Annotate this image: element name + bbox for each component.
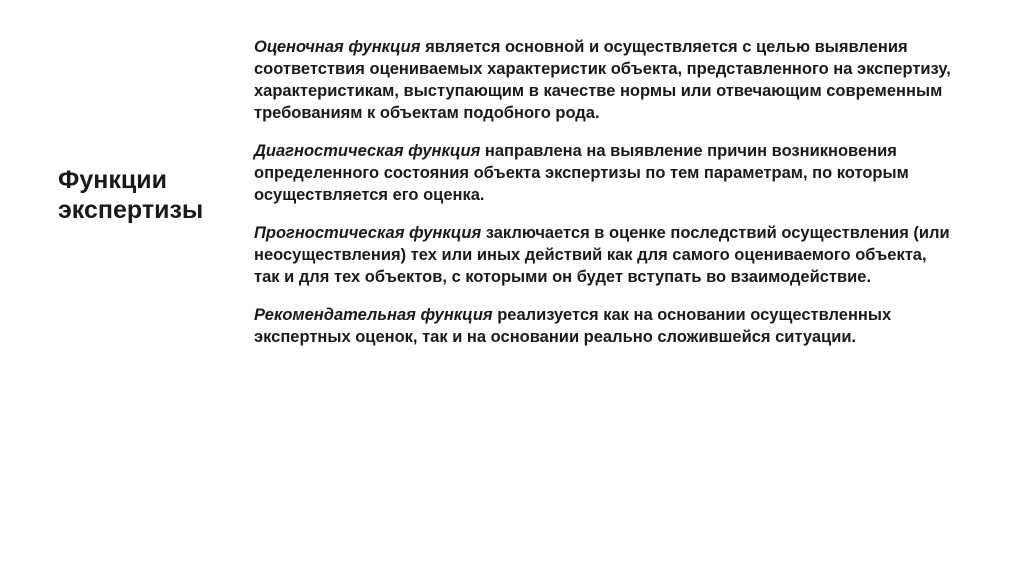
paragraph-diagnostic-function: [254, 140, 954, 206]
text-diagnostic: направлена на выявление причин возникновения определенного состояния объекта экспертизы по тем параметрам, по которым осуществляется его оценка.: [254, 142, 909, 204]
functions-list: [254, 36, 954, 364]
term-evaluative: Оценочная функция: [254, 38, 421, 56]
slide-title-line-1: Функции: [58, 166, 167, 194]
term-prognostic: Прогностическая функция: [254, 224, 482, 242]
text-prognostic: заключается в оценке последствий осуществления (или неосуществления) тех или иных действий как для самого оцениваемого объекта, так и для тех объектов, с которыми он будет вступать во взаимодействие.: [254, 224, 950, 286]
slide-title-line-2: экспертизы: [58, 196, 204, 224]
term-diagnostic: Диагностическая функция: [254, 142, 481, 160]
paragraph-recommendation-function: [254, 304, 954, 348]
text-evaluative: является основной и осуществляется с целью выявления соответствия оцениваемых характеристик объекта, представленного на экспертизу, характеристикам, выступающим в качестве нормы или отвечающим современным требованиям к объектам подобного рода.: [254, 38, 951, 122]
paragraph-evaluative-function: [254, 36, 954, 124]
text-recommendation: реализуется как на основании осуществленных экспертных оценок, так и на основании реально сложившейся ситуации.: [254, 306, 892, 346]
slide-title: [58, 165, 238, 225]
term-recommendation: Рекомендательная функция: [254, 306, 493, 324]
paragraph-prognostic-function: [254, 222, 954, 288]
